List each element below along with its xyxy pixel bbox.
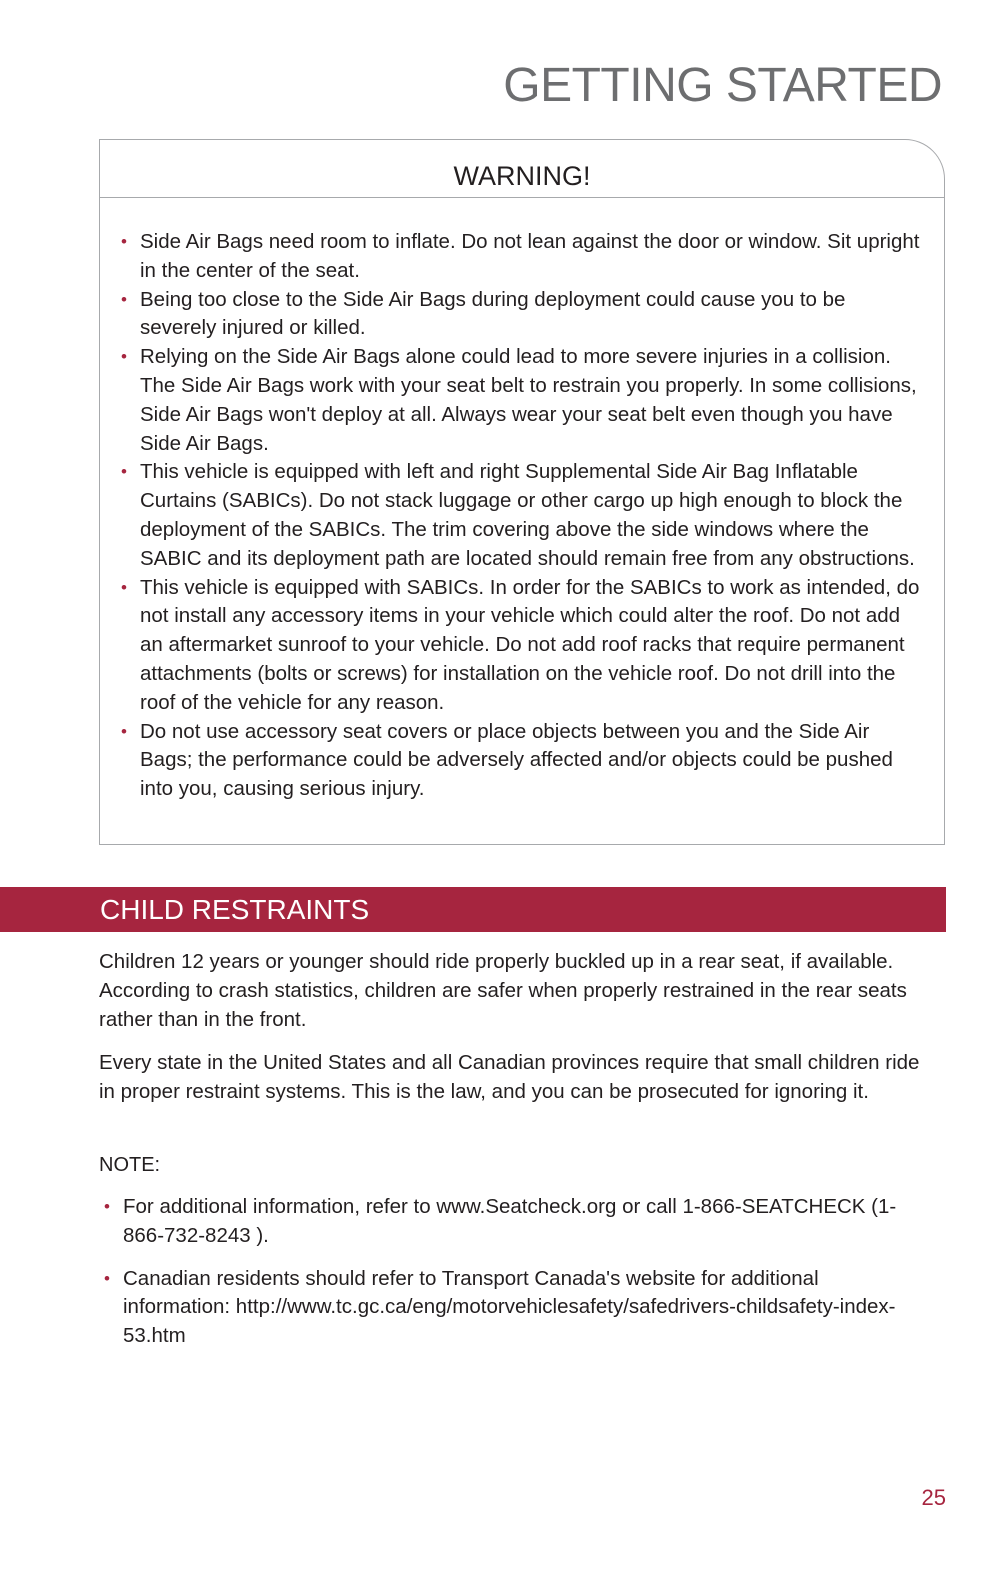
note-list <box>123 1193 923 1365</box>
warning-item: • This vehicle is equipped with SABICs. In order for the SABICs to work as intended, do not install any accessory items in your vehicle which could alter the roof. Do not add an aftermarket sunroof to your vehicle. Do not add roof racks that require permanent attachments (bolts or screws) for installation on the vehicle roof. Do not drill into the roof of the vehicle for any reason. <box>140 574 922 718</box>
body-paragraph: Children 12 years or younger should ride properly buckled up in a rear seat, if available. According to crash statistics, children are safer when properly restrained in the rear seats rather than in the front. <box>99 950 907 1031</box>
warning-title: WARNING! <box>100 140 944 198</box>
warning-item: • Do not use accessory seat covers or place objects between you and the Side Air Bags; the performance could be adversely affected and/or objects could be pushed into you, causing serious injury. <box>140 718 922 804</box>
warning-item: • Relying on the Side Air Bags alone could lead to more severe injuries in a collision. The Side Air Bags work with your seat belt to restrain you properly. In some collisions, Side Air Bags won't deploy at all. Always wear your seat belt even though you have Side Air Bags. <box>140 343 922 458</box>
warning-box <box>99 139 945 845</box>
warning-item: • This vehicle is equipped with left and right Supplemental Side Air Bag Inflatable Curtains (SABICs). Do not stack luggage or other cargo up high enough to block the deployment of the SABICs. The trim covering above the side windows where the SABIC and its deployment path are located should remain free from any obstructions. <box>140 458 922 573</box>
child-restraints-heading: CHILD RESTRAINTS <box>100 894 370 925</box>
note-label: NOTE: <box>99 1154 161 1176</box>
warning-item: • Being too close to the Side Air Bags during deployment could cause you to be severely injured or killed. <box>140 286 922 344</box>
section-title: GETTING STARTED <box>503 59 942 112</box>
page-number: 25 <box>921 1485 946 1510</box>
note-item: • For additional information, refer to www.Seatcheck.org or call 1-866-SEATCHECK (1-866-732-8243 ). <box>123 1193 923 1251</box>
note-item: • Canadian residents should refer to Transport Canada's website for additional information: http://www.tc.gc.ca/eng/motorvehiclesafety/safedrivers-childsafety-index-53.htm <box>123 1265 923 1351</box>
child-restraints-banner <box>0 887 946 932</box>
warning-item: • Side Air Bags need room to inflate. Do not lean against the door or window. Sit upright in the center of the seat. <box>140 228 922 286</box>
body-paragraph: Every state in the United States and all Canadian provinces require that small children ride in proper restraint systems. This is the law, and you can be prosecuted for ignoring it. <box>99 1051 920 1103</box>
warning-list <box>100 198 944 804</box>
